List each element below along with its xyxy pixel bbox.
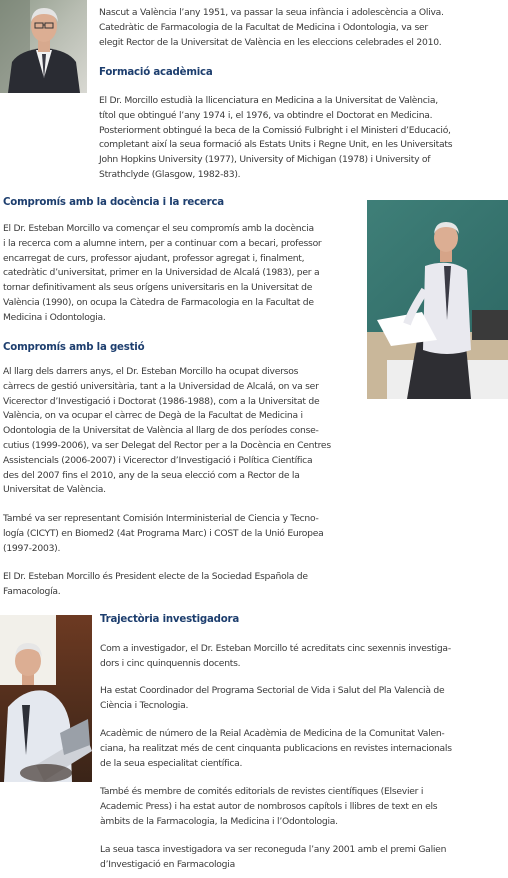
trajectoria-paragraph-1: Com a investigador, el Dr. Esteban Morcillo té acreditats cinc sexennis investiga- dors i cinc quinquennis docents. — [100, 643, 451, 669]
formacio-heading: Formació acadèmica — [99, 67, 213, 78]
formacio-paragraph: El Dr. Morcillo estudià la llicenciatura en Medicina a la Universitat de València, títol que obtingué l’any 1974 i, el 1976, va obtindre el Doctorat en Medicina. Posteriorment obtingué la beca de la Comissió Fulbright i el Ministeri d’Educació, completant així la seua formació als Estats Units i Regne Unit, en les Universitats John Hopkins University (1977), University of Michigan (1978) i University of Strathclyde (Glasgow, 1982-83). — [99, 95, 453, 180]
trajectoria-paragraph-2: Ha estat Coordinador del Programa Sectorial de Vida i Salut del Pla Valencià de Ciència i Tecnologia. — [100, 685, 445, 711]
trajectoria-heading: Trajectòria investigadora — [100, 614, 240, 625]
gestio-paragraph-2: També va ser representant Comisión Interministerial de Ciencia y Tecno- logía (CICYT) en Biomed2 (4at Programa Marc) i COST de la Unió Europea (1997-2003). — [3, 513, 324, 554]
trajectoria-paragraph-5: La seua tasca investigadora va ser reconeguda l’any 2001 amb el premi Galien d’Investigació en Farmacologia — [100, 844, 447, 870]
docencia-paragraph: El Dr. Esteban Morcillo va començar el seu compromís amb la docència i la recerca com a alumne intern, per a continuar com a becari, professor encarregat de curs, professor ajudant, professor agregat i, finalment, catedràtic d’universitat, primer en la Universidad de Alcalá (1983), per a tornar definitivament als seus orígens universitaris en la Universitat de València (1990), on ocupa la Càtedra de Farmacologia en la Facultat de Medicina i Odontologia. — [3, 223, 322, 323]
trajectoria-paragraph-4: També és membre de comités editorials de revistes científiques (Elsevier i Academic Press) i ha estat autor de nombrosos capítols i llibres de text en els àmbits de la Farmacologia, la Medicina i l’Odontologia. — [100, 786, 438, 827]
whiteboard-photo — [367, 200, 508, 399]
intro-paragraph: Nascut a València l’any 1951, va passar la seua infància i adolescència a Oliva. Catedràtic de Farmacologia de la Facultat de Medicina i Odontologia, va ser elegit Rector de la Universitat de València en les eleccions celebrades el 2010. — [99, 7, 444, 48]
gestio-heading: Compromís amb la gestió — [3, 342, 145, 353]
portrait-photo — [0, 0, 87, 93]
docencia-heading: Compromís amb la docència i la recerca — [3, 197, 224, 208]
gestio-paragraph-1: Al llarg dels darrers anys, el Dr. Esteban Morcillo ha ocupat diversos càrrecs de gestió universitària, tant a la Universidad de Alcalá, on va ser Vicerector d’Investigació i Doctorat (1986-1988), com a la Universitat de València, on va ocupar el càrrec de Degà de la Facultat de Medicina i Odontologia de la Universitat de València al llarg de dos períodes conse- cutius (1999-2006), va ser Delegat del Rector per a la Docència en Centres Assistencials (2006-2007) i Vicerector d’Investigació i Política Científica des del 2007 fins el 2010, any de la seua elecció com a Rector de la Universitat de València. — [3, 366, 331, 496]
laptop-photo — [0, 615, 92, 782]
gestio-paragraph-3: El Dr. Esteban Morcillo és President electe de la Sociedad Española de Famacología. — [3, 571, 308, 597]
trajectoria-paragraph-3: Acadèmic de número de la Reial Acadèmia de Medicina de la Comunitat Valen- ciana, ha realitzat més de cent cinquanta publicacions en revistes internacionals de la seua especialitat científica. — [100, 728, 452, 769]
